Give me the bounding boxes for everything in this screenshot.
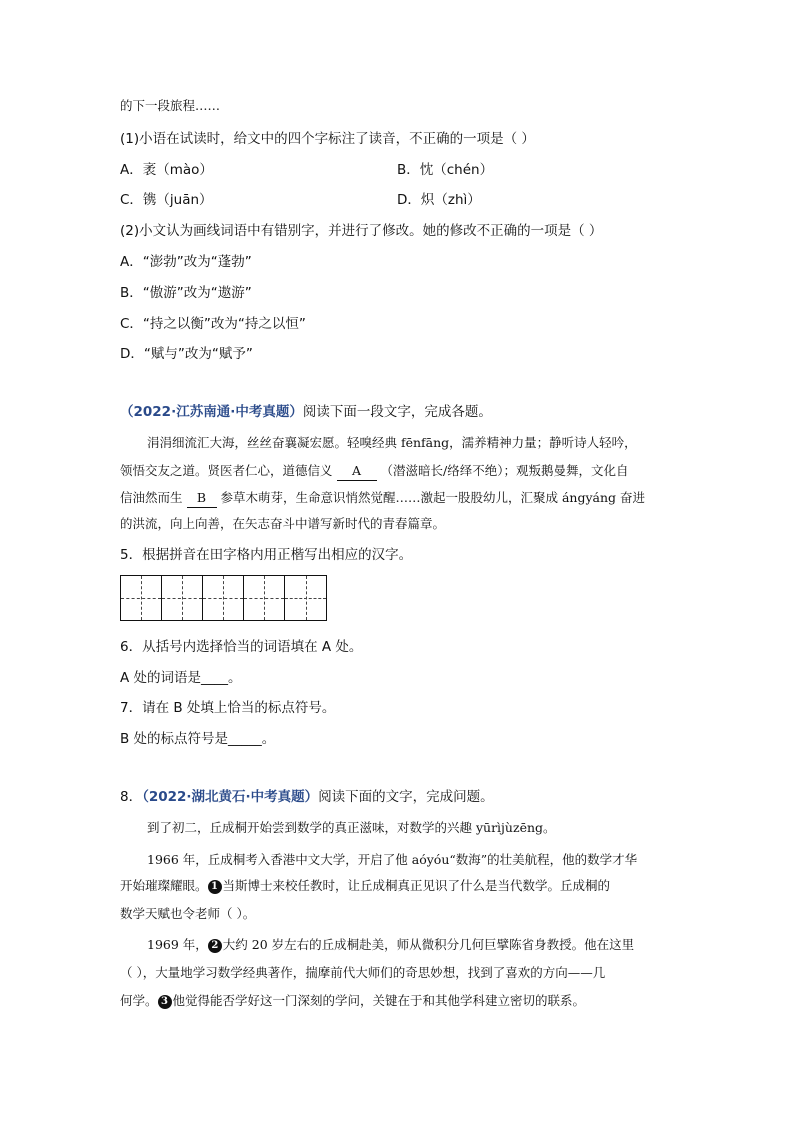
passage-3-line-5-end: 大约 20 岁左右的丘成桐赴美，师从微积分几何巨擘陈省身教授。他在这里 — [222, 937, 635, 952]
q2-option-c: C．“持之以衡”改为“持之以恒” — [120, 316, 306, 332]
passage-3-line-3-start: 开始璀璨耀眼。 — [120, 878, 208, 893]
circled-number-1: 1 — [208, 880, 222, 894]
passage-3-line-7-end: 他觉得能否学好这一门深刻的学问，关键在于和其他学科建立密切的联系。 — [172, 993, 586, 1008]
q2-option-a: A．“澎勃”改为“蓬勃” — [120, 254, 252, 270]
section-3-source: （2022·湖北黄石·中考真题） — [142, 789, 319, 805]
q2-option-b: B．“傲游”改为“遨游” — [120, 285, 252, 301]
tianzige-grid — [120, 575, 327, 621]
circled-number-2: 2 — [208, 939, 222, 953]
question-2-stem: (2)小文认为画线词语中有错别字，并进行了修改。她的修改不正确的一项是（ ） — [120, 223, 603, 239]
section-3-header — [120, 788, 494, 806]
grid-cell[interactable] — [162, 576, 203, 620]
passage-line-3-start: 信油然而生 — [120, 490, 183, 505]
blank-b: B — [187, 489, 217, 508]
q2-option-d: D．“赋与”改为“赋予” — [120, 346, 253, 362]
passage-3-line-5 — [147, 936, 634, 954]
section-2-intro: 阅读下面一段文字，完成各题。 — [302, 404, 492, 420]
passage-3-line-2: 1966 年，丘成桐考入香港中文大学，开启了他 aóyóu“数海”的壮美航程，他的数学才华 — [147, 852, 638, 867]
grid-cell[interactable] — [285, 576, 326, 620]
passage-3-line-4: 数学天赋也令老师（ ）。 — [120, 906, 256, 921]
question-5: 5．根据拼音在田字格内用正楷写出相应的汉字。 — [120, 547, 413, 563]
q1-option-a: A．袤（mào） — [120, 162, 213, 178]
passage-3-line-3 — [120, 877, 610, 895]
passage-3-line-7 — [120, 992, 585, 1010]
question-6-answer: A 处的词语是____。 — [120, 670, 242, 686]
blank-a: A — [337, 462, 377, 481]
passage-line-2 — [120, 462, 628, 481]
question-8-number: 8． — [120, 789, 143, 805]
grid-cell[interactable] — [203, 576, 244, 620]
circled-number-3: 3 — [158, 995, 172, 1009]
continuation-text: 的下一段旅程…… — [120, 98, 221, 113]
question-7: 7．请在 B 处填上恰当的标点符号。 — [120, 700, 336, 716]
passage-line-3 — [120, 489, 645, 508]
passage-line-2-end: （潜滋暗长/络绎不绝）；观叛鹅曼舞，文化自 — [380, 463, 629, 478]
section-2-source: （2022·江苏南通·中考真题） — [120, 404, 303, 420]
section-3-intro: 阅读下面的文字，完成问题。 — [318, 789, 494, 805]
passage-line-3-end: 参草木萌芽，生命意识悄然觉醒……激起一股股幼儿，汇聚成 ángyáng 奋进 — [220, 490, 646, 505]
passage-3-line-3-end: 当斯博士来校任教时，让丘成桐真正见识了什么是当代数学。丘成桐的 — [222, 878, 611, 893]
q1-option-d: D．炽（zhì） — [397, 192, 481, 208]
passage-3-line-5-start: 1969 年， — [147, 937, 208, 952]
passage-line-2-start: 领悟交友之道。贤医者仁心，道德信义 — [120, 463, 333, 478]
grid-cell[interactable] — [121, 576, 162, 620]
q1-option-b: B．忱（chén） — [397, 162, 494, 178]
passage-line-4: 的洪流，向上向善，在矢志奋斗中谱写新时代的青春篇章。 — [120, 516, 446, 531]
passage-line-1: 涓涓细流汇大海，丝丝奋襄凝宏愿。轻嗅经典 fēnfāng，濡养精神力量；静听诗人轻吟， — [147, 435, 637, 450]
question-6: 6．从括号内选择恰当的词语填在 A 处。 — [120, 639, 363, 655]
q1-option-c: C．镌（juān） — [120, 192, 213, 208]
question-7-answer: B 处的标点符号是_____。 — [120, 731, 276, 747]
passage-3-line-7-start: 何学。 — [120, 993, 158, 1008]
passage-3-line-1: 到了初二，丘成桐开始尝到数学的真正滋味，对数学的兴趣 yūrìjùzēng。 — [147, 820, 556, 835]
passage-3-line-6: （ ），大量地学习数学经典著作，揣摩前代大师们的奇思妙想，找到了喜欢的方向——几 — [120, 965, 606, 980]
question-1-stem: (1)小语在试读时，给文中的四个字标注了读音，不正确的一项是（ ） — [120, 131, 535, 147]
grid-cell[interactable] — [244, 576, 285, 620]
section-2-header — [120, 403, 492, 421]
